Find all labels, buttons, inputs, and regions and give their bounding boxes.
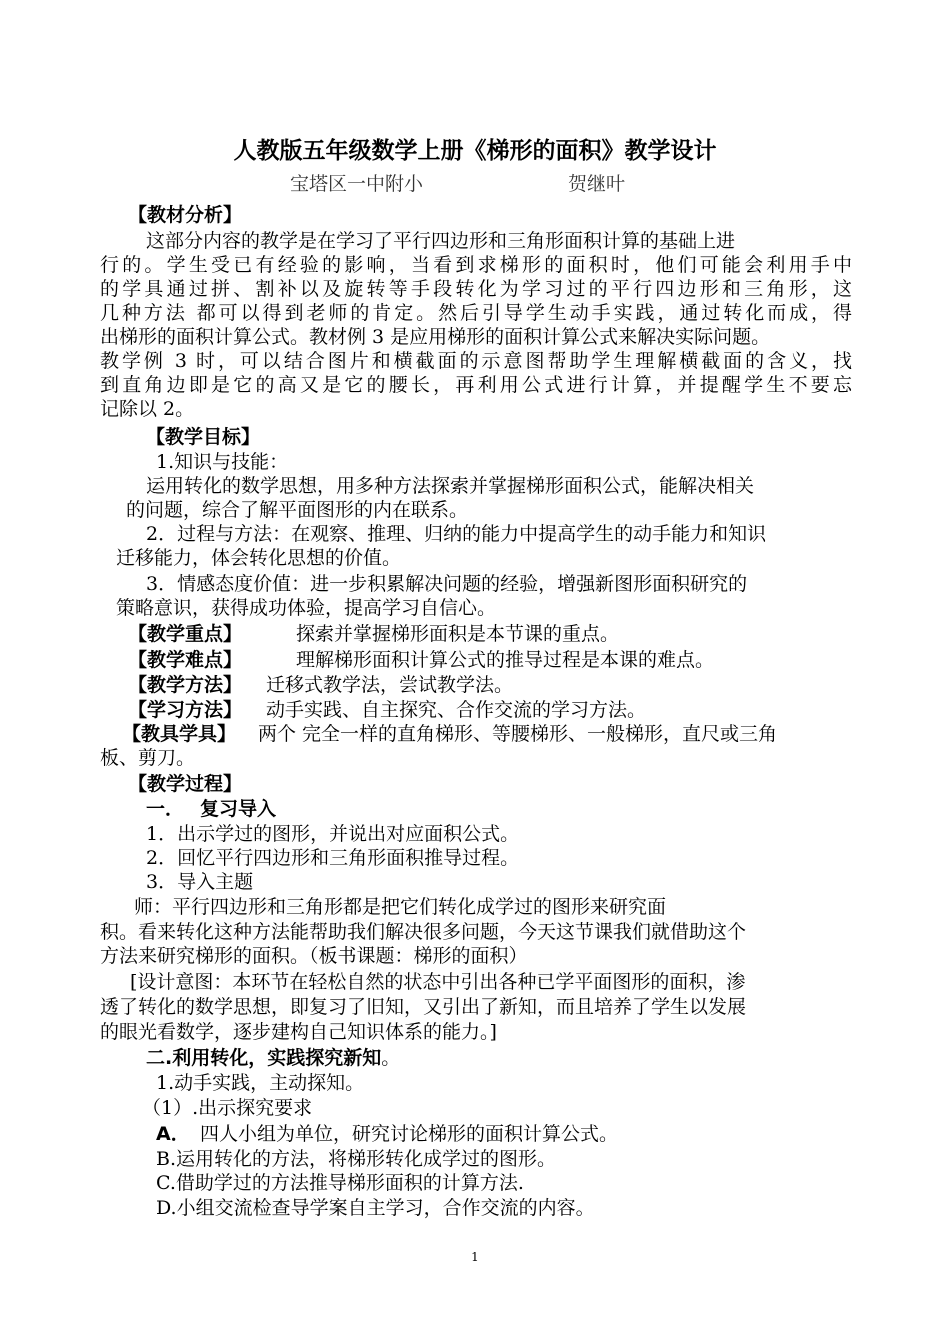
goal-1-line: 的问题，综合了解平面图形的内在联系。 xyxy=(126,499,469,521)
paragraph-line: 记除以 2。 xyxy=(100,398,195,420)
part-1-number: 一． xyxy=(146,798,185,820)
requirement-c: C.借助学过的方法推导梯形面积的计算方法. xyxy=(156,1172,524,1194)
difficulty-heading: 【教学难点】 xyxy=(128,649,243,671)
list-item: 3．导入主题 xyxy=(146,871,254,893)
teacher-line: 积。看来转化这种方法能帮助我们解决很多问题，今天这节课我们就借助这个 xyxy=(100,921,747,943)
requirement-a-label: A． xyxy=(156,1123,190,1145)
paragraph-line: 出梯形的面积计算公式。教材例 3 是应用梯形的面积计算公式来解决实际问题。 xyxy=(100,326,771,348)
paragraph-line: 这部分内容的教学是在学习了平行四边形和三角形面积计算的基础上进 xyxy=(146,230,736,252)
requirement-b: B.运用转化的方法，将梯形转化成学过的图形。 xyxy=(156,1148,557,1170)
tools-text: 两个 完全一样的直角梯形、等腰梯形、一般梯形，直尺或三角 xyxy=(258,723,778,745)
paragraph-line: 的学具通过拼、割补以及旋转等手段转化为学习过的平行四边形和三角形，这 xyxy=(100,278,852,300)
list-item: 2．回忆平行四边形和三角形面积推导过程。 xyxy=(146,847,520,869)
list-item: 1．出示学过的图形，并说出对应面积公式。 xyxy=(146,823,520,845)
learning-text: 动手实践、自主探究、合作交流的学习方法。 xyxy=(266,699,647,721)
teacher-line: 方法来研究梯形的面积。（板书课题：梯形的面积） xyxy=(100,945,528,967)
requirement-d: D.小组交流检查导学案自主学习，合作交流的内容。 xyxy=(156,1197,595,1219)
key-point-heading: 【教学重点】 xyxy=(128,623,243,645)
design-note-line: [设计意图：本环节在轻松自然的状态中引出各种已学平面图形的面积，渗 xyxy=(130,971,746,993)
paragraph-line: 几种方法 都可以得到老师的肯定。然后引导学生动手实践，通过转化而成，得 xyxy=(100,302,852,324)
part-2-title-text: 二.利用转化，实践探究新知 xyxy=(146,1047,382,1069)
part-2-title-tail: 。 xyxy=(381,1047,401,1069)
author-school: 宝塔区一中附小 xyxy=(290,173,424,195)
section-heading-material: 【教材分析】 xyxy=(128,204,243,226)
method-text: 迁移式教学法，尝试教学法。 xyxy=(266,674,514,696)
goal-3-line: 3．情感态度价值：进一步积累解决问题的经验，增强新图形面积研究的 xyxy=(146,573,748,595)
method-heading: 【教学方法】 xyxy=(128,674,243,696)
difficulty-text: 理解梯形面积计算公式的推导过程是本课的难点。 xyxy=(296,649,715,671)
design-note-line: 透了转化的数学思想，即复习了旧知，又引出了新知，而且培养了学生以发展 xyxy=(100,996,747,1018)
tools-text: 板、剪刀。 xyxy=(100,747,196,769)
goal-3-line: 策略意识，获得成功体验，提高学习自信心。 xyxy=(116,597,497,619)
sub-step-1: （1）.出示探究要求 xyxy=(142,1097,313,1119)
tools-heading: 【教具学具】 xyxy=(122,723,237,745)
section-heading-goals: 【教学目标】 xyxy=(146,426,261,448)
teacher-line: 师：平行四边形和三角形都是把它们转化成学过的图形来研究面 xyxy=(134,896,667,918)
paragraph-line: 行的。学生受已有经验的影响，当看到求梯形的面积时，他们可能会利用手中 xyxy=(100,254,852,276)
paragraph-line: 到直角边即是它的高又是它的腰长，再利用公式进行计算，并提醒学生不要忘 xyxy=(100,374,852,396)
author-name: 贺继叶 xyxy=(568,173,626,195)
requirement-a: 四人小组为单位，研究讨论梯形的面积计算公式。 xyxy=(200,1123,619,1145)
learning-heading: 【学习方法】 xyxy=(128,699,243,721)
paragraph-line: 教学例 3 时，可以结合图片和横截面的示意图帮助学生理解横截面的含义，找 xyxy=(100,350,852,372)
page-number: 1 xyxy=(471,1250,479,1264)
goal-1-title: 1.知识与技能： xyxy=(156,451,289,473)
design-note-line: 的眼光看数学，逐步建构自己知识体系的能力。] xyxy=(100,1021,497,1043)
document-title: 人教版五年级数学上册《梯形的面积》教学设计 xyxy=(233,138,717,164)
part-1-title: 复习导入 xyxy=(200,798,277,820)
process-heading: 【教学过程】 xyxy=(128,773,243,795)
part-2-title xyxy=(146,1046,400,1070)
goal-2-line: 迁移能力，体会转化思想的价值。 xyxy=(116,547,402,569)
step-1: 1.动手实践，主动探知。 xyxy=(156,1072,365,1094)
goal-1-line: 运用转化的数学思想，用多种方法探索并掌握梯形面积公式，能解决相关 xyxy=(146,475,755,497)
goal-2-line: 2．过程与方法：在观察、推理、归纳的能力中提高学生的动手能力和知识 xyxy=(146,523,767,545)
key-point-text: 探索并掌握梯形面积是本节课的重点。 xyxy=(296,623,620,645)
